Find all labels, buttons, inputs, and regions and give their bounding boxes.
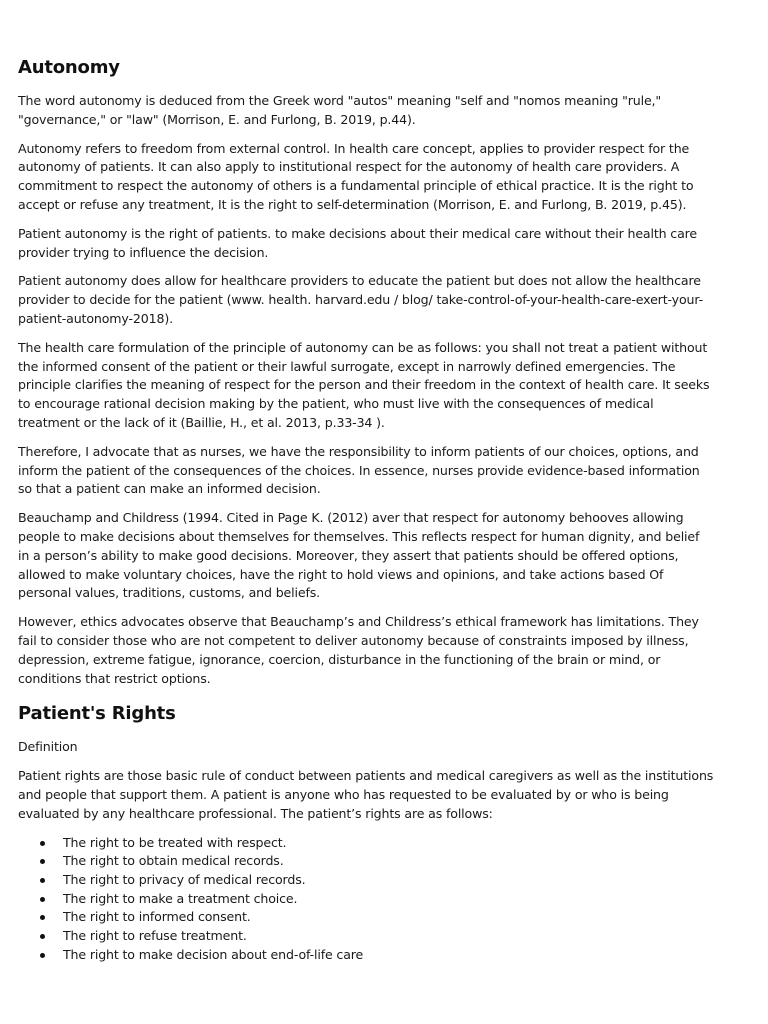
bullet-icon bbox=[40, 953, 45, 958]
list-item-text: The right to be treated with respect. bbox=[63, 834, 287, 850]
rights-list bbox=[18, 834, 714, 965]
list-item-text: The right to refuse treatment. bbox=[63, 928, 247, 944]
paragraph: However, ethics advocates observe that Beauchamp’s and Childress’s ethical framework has limitations. They fail to consider those who are not competent to deliver autonomy because of constraints imposed by illness, depression, extreme fatigue, ignorance, coercion, disturbance in the functioning of the brain or mind, or conditions that restrict options. bbox=[18, 614, 699, 686]
list-item-text: The right to make a treatment choice. bbox=[63, 890, 298, 906]
list-item bbox=[40, 946, 714, 965]
paragraph: Autonomy refers to freedom from external control. In health care concept, applies to provider respect for the autonomy of patients. It can also apply to institutional respect for the autonomy of health care providers. A commitment to respect the autonomy of others is a fundamental principle of ethical practice. It is the right to accept or refuse any treatment, It is the right to self-determination (Morrison, E. and Furlong, B. 2019, p.45). bbox=[18, 140, 694, 212]
list-item-text: The right to informed consent. bbox=[63, 909, 251, 925]
paragraph: The word autonomy is deduced from the Greek word "autos" meaning "self and "nomos meaning "rule," "governance," or "law" (Morrison, E. and Furlong, B. 2019, p.44). bbox=[18, 93, 662, 127]
list-item-text: The right to make decision about end-of-life care bbox=[63, 946, 364, 962]
paragraph: Patient autonomy does allow for healthcare providers to educate the patient but does not allow the healthcare provider to decide for the patient (www. health. harvard.edu / blog/ take-control-of-your-health-care-exert-your-patient-autonomy-2018). bbox=[18, 273, 703, 326]
list-item bbox=[40, 890, 714, 909]
list-item bbox=[40, 852, 714, 871]
paragraph: The health care formulation of the principle of autonomy can be as follows: you shall not treat a patient without the informed consent of the patient or their lawful surrogate, except in narrowly defined emergencies. The principle clarifies the meaning of respect for the person and their freedom in the context of health care. It seeks to encourage rational decision making by the patient, who must live with the consequences of medical treatment or the lack of it (Baillie, H., et al. 2013, p.33-34 ). bbox=[18, 339, 710, 430]
bullet-icon bbox=[40, 859, 45, 864]
list-item bbox=[40, 871, 714, 890]
list-item bbox=[40, 927, 714, 946]
list-item-text: The right to obtain medical records. bbox=[63, 853, 284, 869]
list-item bbox=[40, 834, 714, 853]
paragraph: Patient rights are those basic rule of conduct between patients and medical caregivers as well as the institutions and people that support them. A patient is anyone who has requested to be evaluated by or who is being evaluated by any healthcare professional. The patient’s rights are as follows: bbox=[18, 768, 714, 821]
bullet-icon bbox=[40, 915, 45, 920]
section-heading-patients-rights: Patient's Rights bbox=[18, 703, 176, 725]
definition-label: Definition bbox=[18, 739, 78, 755]
paragraph: Therefore, I advocate that as nurses, we have the responsibility to inform patients of our choices, options, and inform the patient of the consequences of the choices. In essence, nurses provide evidence-based information so that a patient can make an informed decision. bbox=[18, 443, 700, 497]
paragraph: Patient autonomy is the right of patients. to make decisions about their medical care without their health care provider trying to influence the decision. bbox=[18, 225, 698, 260]
bullet-icon bbox=[40, 897, 45, 902]
paragraph: Beauchamp and Childress (1994. Cited in Page K. (2012) aver that respect for autonomy behooves allowing people to make decisions about themselves for themselves. This reflects respect for human dignity, and belief in a person’s ability to make good decisions. Moreover, they assert that patients should be offered options, allowed to make voluntary choices, have the right to hold views and opinions, and take actions based Of personal values, traditions, customs, and beliefs. bbox=[18, 510, 700, 601]
list-item bbox=[40, 908, 714, 927]
bullet-icon bbox=[40, 878, 45, 883]
bullet-icon bbox=[40, 934, 45, 939]
section-heading-autonomy: Autonomy bbox=[18, 57, 120, 78]
bullet-icon bbox=[40, 841, 45, 846]
document-page bbox=[18, 56, 714, 964]
list-item-text: The right to privacy of medical records. bbox=[63, 871, 306, 887]
